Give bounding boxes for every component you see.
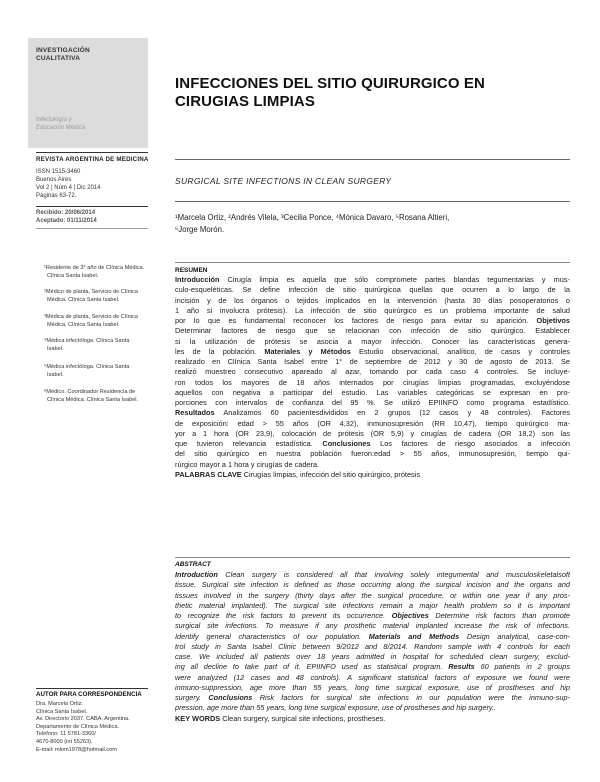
affiliation-footnote <box>44 314 138 329</box>
footnote-line: Isabel. <box>47 371 64 378</box>
area-label <box>36 117 85 132</box>
area-label-line: Educación Médica <box>36 124 86 131</box>
text-run: case. We included all patients over 18 years admitted in hospital for scheduled clean surgery, exclud- <box>175 652 570 661</box>
text-line <box>175 570 570 580</box>
text-run: incisión y de los órganos o tejidos implicados en la intervención (hasta 30 días posoperatorios o <box>175 295 570 305</box>
text-run: thetic material implanted). The surgical site infections remain a major health problem so it is important <box>175 600 570 610</box>
section-keyword: Materials and Methods <box>368 631 460 641</box>
section-keyword: Conclusions <box>208 693 253 702</box>
text-line <box>175 378 570 388</box>
section-keyword: Materiales y Métodos <box>264 346 351 356</box>
dates-divider <box>36 206 148 207</box>
title-line: CIRUGIAS LIMPIAS <box>175 93 315 110</box>
text-line <box>175 591 570 601</box>
text-line <box>175 306 570 316</box>
accepted-date: Aceptado: 01/11/2014 <box>36 218 97 224</box>
text-line <box>175 642 570 652</box>
footnote-line: Médica. Clínica Santa Isabel. <box>47 296 120 303</box>
subtitle-divider-bottom <box>175 201 570 202</box>
correspondence-line: 4670-8000 (int 55263). <box>36 738 93 745</box>
text-run: Design analytical, case-con- <box>459 631 570 641</box>
author-line: ⁶Jorge Morón. <box>175 225 225 234</box>
journal-divider <box>36 152 148 153</box>
section-label <box>36 47 90 63</box>
text-run: les de la población. <box>175 346 265 356</box>
footnote-line: ⁶Médico. Coordinador Residencia de <box>44 389 136 395</box>
text-run: porciones con intervalos de confianza del 95 %. Se utilizó EPIINFO como programa estadístico. <box>175 398 570 407</box>
text-run: ron todos los mayores de 18 años internados por cirugías limpias programadas, excluyéndose <box>175 377 570 387</box>
correspondence-divider <box>36 688 148 689</box>
journal-name: REVISTA ARGENTINA DE MEDICINA <box>36 156 149 163</box>
text-line <box>175 714 570 724</box>
text-line <box>175 367 570 377</box>
abstract-divider <box>175 557 570 558</box>
text-run: aquellos con negativa a participar del estudio. Las variables categóricas se expresan en pro- <box>175 387 570 397</box>
text-line <box>175 662 570 672</box>
title-line: INFECCIONES DEL SITIO QUIRURGICO EN <box>175 75 485 92</box>
text-line <box>175 621 570 631</box>
footnote-line: ⁵Médica infectóloga. Clínica Santa <box>44 364 130 370</box>
footnote-line: Médica. Clínica Santa Isabel. <box>47 321 120 328</box>
text-line <box>175 693 570 703</box>
correspondence-line: Av. Directorio 2037. CABA. Argentina. <box>36 716 130 723</box>
text-run: que tuvieron relevancia estadística. <box>175 439 323 448</box>
affiliation-footnote <box>44 289 138 304</box>
received-date: Recibido: 20/06/2014 <box>36 210 96 216</box>
area-label-line: Infectología y <box>36 117 72 123</box>
journal-meta-line: Buenos Aires <box>36 177 72 183</box>
text-run: surgery. <box>175 693 209 702</box>
section-keyword: Introducción <box>175 275 220 284</box>
correspondence-heading: AUTOR PARA CORRESPONDENCIA <box>36 691 142 698</box>
journal-meta-line: Vol 2 | Núm 4 | Dic 2014 <box>36 185 101 191</box>
section-keyword: Conclusiones <box>322 439 371 448</box>
text-run: realizado en Clínica Santa Isabel entre 1° de septiembre de 2012 y 30 de agosto de 2013. Se <box>175 357 570 366</box>
text-run: pression, age more than 55 years, long time surgical exposure, use of prostheses and hip surgery.. <box>175 703 497 713</box>
text-line <box>175 357 570 367</box>
affiliation-footnote <box>44 265 144 280</box>
text-run: Determinar factores de riesgo que se relacionan con infección de sitio quirúrgico. Establecer <box>175 326 570 336</box>
text-run: Clean surgery, surgical site infections, prostheses. <box>220 713 386 723</box>
text-run: were analyzed (12 cases and 48 controls). A significant statistical factors of exposure we found were <box>175 672 570 682</box>
text-run: surgical site infections. To measure if any prosthetic material implanted increase the risk of infections. <box>175 621 570 631</box>
text-line <box>175 408 570 418</box>
correspondence-line: Clínica Santa Isabel. <box>36 708 88 715</box>
text-run: Risk factors for surgical site infections in our population were the inmuno-sup- <box>252 693 570 702</box>
affiliation-footnote <box>44 364 129 379</box>
section-keyword: PALABRAS CLAVE <box>175 469 242 479</box>
text-run: to recognize the risk factors to prevent its occurrence. <box>175 611 392 620</box>
section-label-line: CUALITATIVA <box>36 55 81 62</box>
text-run: Cirugías limpias, infección del sitio quirúrgico, prótesis <box>241 469 421 479</box>
footnote-line: ³Médica de planta, Servicio de Clínica <box>44 314 138 320</box>
text-run: si la utilización de prótesis se asocia a mayor infección. Conocer las características genera- <box>175 336 570 346</box>
author-line: ¹Marcela Ortiz, ²Andrés Vilela, ³Cecilia Ponce, ⁴Mónica Davaro, ⁵Rosana Altieri, <box>175 213 450 222</box>
dates-bottom-divider <box>36 228 148 229</box>
footnote-line: Isabel. <box>47 345 64 352</box>
section-keyword: Objectives <box>391 611 429 620</box>
text-run: Identify general characteristics of our population. <box>175 631 369 641</box>
footnote-line: ⁴Médica infectóloga. Clínica Santa <box>44 338 130 344</box>
journal-meta <box>36 168 100 200</box>
correspondence-email: E-mail: mlom1978@hotmail.com <box>36 746 117 753</box>
section-keyword: KEY WORDS <box>175 713 221 723</box>
resumen-heading: RESUMEN <box>175 267 208 274</box>
text-line <box>175 673 570 683</box>
text-line <box>175 316 570 326</box>
abstract-heading: ABSTRACT <box>175 561 211 568</box>
footnote-line: ²Médico de planta, Servicio de Clínica <box>44 289 138 295</box>
text-run: Analizamos 60 pacientesdivididos en 2 grupos (12 casos y 48 controles). Factores <box>214 408 570 418</box>
text-run: Los factores de riesgo asociados a infección <box>370 439 570 448</box>
text-run: por lo que es fundamental reconocer los factores de riesgo para evitar su aparición. <box>175 316 537 325</box>
text-run: del sitio quirúrgico en nuestra población fueron:edad > 55 años, inmunosupresión, tiempo qui- <box>175 449 570 459</box>
text-line <box>175 470 570 480</box>
article-subtitle: SURGICAL SITE INFECTIONS IN CLEAN SURGERY <box>175 176 392 186</box>
section-keyword: Resultados <box>175 408 215 418</box>
resumen-body <box>175 275 570 480</box>
correspondence-line: Dra. Marcela Ortiz. <box>36 701 83 707</box>
section-keyword: Objetivos <box>536 316 570 325</box>
text-run: tissue. Surgical site infection is defined as those occurring along the surgical incision and the organs and <box>175 580 570 590</box>
text-line <box>175 429 570 439</box>
article-title <box>175 75 485 111</box>
text-run: tissues involved in the surgery (thirty days after the surgical procedure, or within one year if any pros- <box>175 590 570 600</box>
footnote-line: ¹Residente de 3° año de Clínica Médica. <box>44 265 145 271</box>
correspondence-line: Teléfono: 11 5781-3360/ <box>36 731 96 738</box>
journal-meta-line: Páginas 63-72. <box>36 193 77 199</box>
text-line <box>175 703 570 713</box>
text-run: ing all decline to take part of it. EPIINFO used as statistical program. <box>175 662 449 672</box>
text-line <box>175 296 570 306</box>
text-line <box>175 683 570 693</box>
section-keyword: Results <box>448 662 475 672</box>
text-line <box>175 652 570 662</box>
text-line <box>175 275 570 285</box>
text-run: Determine risk factors than promote <box>428 611 570 620</box>
text-line <box>175 449 570 459</box>
text-line <box>175 601 570 611</box>
text-line <box>175 285 570 295</box>
subtitle-divider-top <box>175 159 570 160</box>
text-run: inmuno-suppression, age more than 55 years, long time surgical exposure, use of prostheses and hip <box>175 682 570 692</box>
journal-meta-line: ISSN 1515-3460 <box>36 169 81 175</box>
text-run: trol study in Santa Isabel Clinic between 9/2012 and 8/2014. Random sample with 4 controls for each <box>175 641 570 651</box>
text-line <box>175 337 570 347</box>
section-label-line: INVESTIGACIÓN <box>36 47 90 54</box>
section-keyword: Introduction <box>175 570 218 579</box>
text-line <box>175 460 570 470</box>
affiliation-footnote <box>44 389 138 404</box>
text-run: 60 patients in 2 groups <box>474 662 570 672</box>
dates <box>36 209 97 225</box>
text-line <box>175 632 570 642</box>
author-list <box>175 212 449 236</box>
text-run: culo-esqueléticas. Se define infección de sitio quirúrgicoa quellas que ocurren a lo largo de la <box>175 285 570 295</box>
text-run: 1 año si involucra prótesis). La infección de sitio quirúrgico es un problema importante de salud <box>175 305 570 315</box>
text-line <box>175 347 570 357</box>
text-line <box>175 580 570 590</box>
text-run: Estudio observacional, analítico, de casos y controles <box>350 346 570 356</box>
text-run: realizó muestreo consecutivo apareado al azar, tomando por cada caso 4 controles. Se incluye- <box>175 367 570 377</box>
text-line <box>175 398 570 408</box>
text-line <box>175 439 570 449</box>
correspondence-details <box>36 701 130 754</box>
text-run: yor a 1 hora (OR 23,9), colocación de prótesis (OR 5,9) y cirugías de cadera (OR 18,2) son las <box>175 428 570 438</box>
footnote-line: Clínica Médica. Clínica Santa Isabel. <box>47 396 139 403</box>
affiliation-footnote <box>44 338 129 353</box>
correspondence-line: Departamento de Clínica Médica. <box>36 723 120 730</box>
text-line <box>175 326 570 336</box>
text-line <box>175 419 570 429</box>
text-run: rúrgico mayor a 1 hora y cirugías de cadera. <box>175 459 320 469</box>
abstract-body <box>175 570 570 724</box>
resumen-divider <box>175 262 570 263</box>
text-line <box>175 611 570 621</box>
text-run: Clean surgery is considered all that involving solely integumental and musculoskeletalsoft <box>217 570 570 579</box>
text-run: Cirugía limpia es aquella que sólo compromete partes blandas tegumentarias y mus- <box>219 275 570 284</box>
text-run: de exposición: edad > 55 años (OR 4,32), inmunosupresión (RR 10,47), tiempo quirúrgico ma- <box>175 418 570 428</box>
text-line <box>175 388 570 398</box>
footnote-line: Clínica Santa Isabel. <box>47 272 99 279</box>
